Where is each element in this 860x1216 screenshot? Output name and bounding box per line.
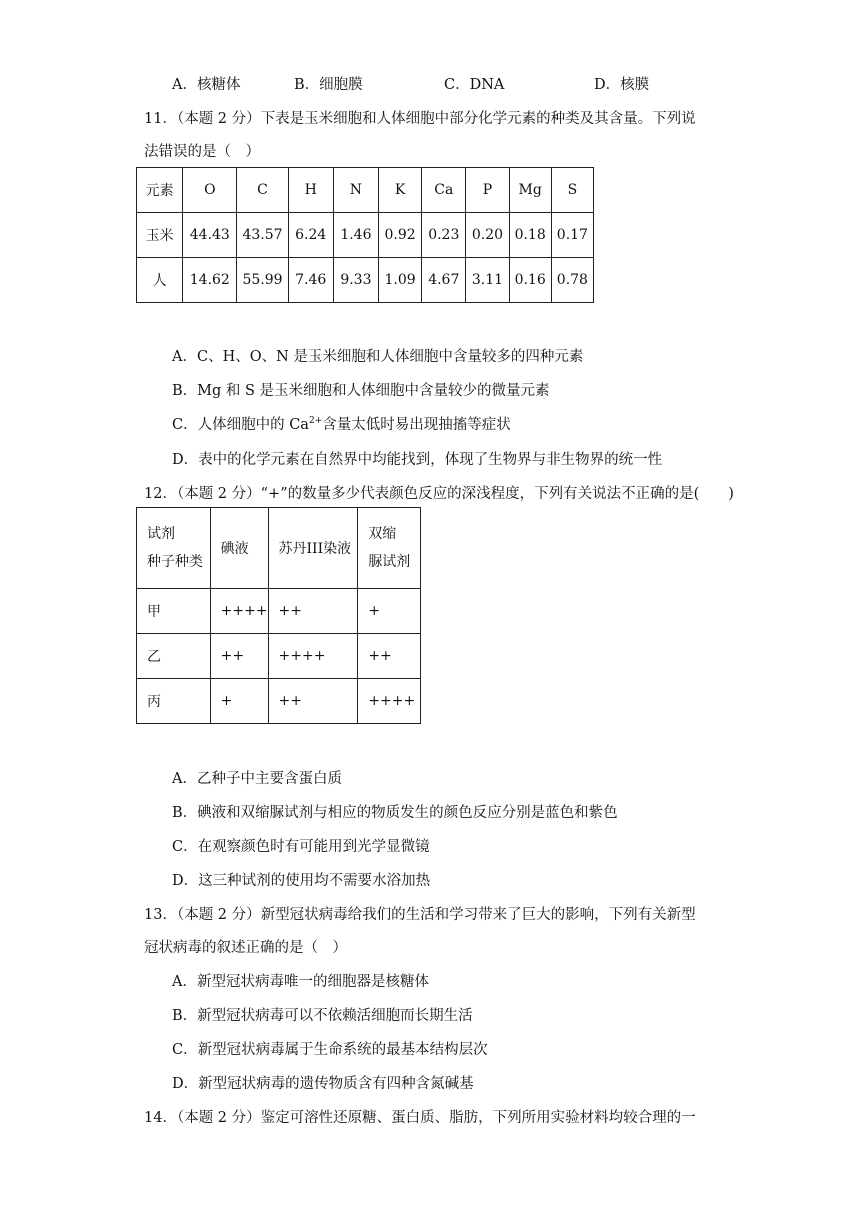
table-row [137, 634, 421, 679]
table-cell: 55.99 [237, 258, 288, 303]
table-cell: 丙 [137, 679, 211, 724]
q10-option-b: B．细胞膜 [294, 77, 363, 93]
table-cell: ++ [358, 634, 421, 679]
table-cell: 元素 [137, 168, 183, 213]
col-label-line2: 脲试剂 [368, 554, 411, 570]
table-header-row [137, 508, 421, 589]
q11-option-c-suffix: 含量太低时易出现抽搐等症状 [322, 417, 511, 433]
table-cell: 碘液 [210, 508, 268, 589]
table-cell: ++++ [358, 679, 421, 724]
q11-option-c-prefix: C．人体细胞中的 Ca [172, 417, 309, 433]
q13-option-c: C．新型冠状病毒属于生命系统的最基本结构层次 [172, 1042, 488, 1058]
table-corner-cell [137, 508, 211, 589]
table-cell: 0.78 [551, 258, 593, 303]
q13-stem-line1: 13．（本题 2 分）新型冠状病毒给我们的生活和学习带来了巨大的影响，下列有关新型 [144, 907, 696, 923]
table-cell: 3.11 [466, 258, 509, 303]
table-row [137, 589, 421, 634]
table-cell: 14.62 [183, 258, 237, 303]
corner-label-reagent: 试剂 [147, 526, 175, 542]
table-cell: ++ [210, 634, 268, 679]
table-cell: K [379, 168, 422, 213]
table-cell: H [288, 168, 333, 213]
table-cell: C [237, 168, 288, 213]
table-cell: N [333, 168, 378, 213]
q11-stem-line1: 11．（本题 2 分）下表是玉米细胞和人体细胞中部分化学元素的种类及其含量。下列说 [144, 111, 696, 127]
q10-option-c: C．DNA [444, 77, 505, 93]
table-cell: Ca [422, 168, 466, 213]
q11-option-c-superscript: 2+ [308, 416, 323, 427]
q11-option-d: D．表中的化学元素在自然界中均能找到，体现了生物界与非生物界的统一性 [172, 452, 663, 468]
table-cell: 玉米 [137, 213, 183, 258]
q10-options [0, 73, 860, 93]
q10-option-a: A．核糖体 [172, 77, 241, 93]
q14-stem-line1: 14．（本题 2 分）鉴定可溶性还原糖、蛋白质、脂肪，下列所用实验材料均较合理的一 [144, 1110, 696, 1126]
q13-option-d: D．新型冠状病毒的遗传物质含有四种含氮碱基 [172, 1076, 474, 1092]
table-cell: P [466, 168, 509, 213]
table-cell: ++++ [268, 634, 358, 679]
table-cell: 44.43 [183, 213, 237, 258]
table-cell: ++ [268, 679, 358, 724]
q10-option-d: D．核膜 [594, 77, 650, 93]
table-cell: 1.46 [333, 213, 378, 258]
table-cell: 7.46 [288, 258, 333, 303]
q13-stem-line2: 冠状病毒的叙述正确的是（ ） [144, 940, 347, 956]
q12-option-a: A．乙种子中主要含蛋白质 [172, 771, 342, 787]
table-cell: + [358, 589, 421, 634]
q12-option-d: D．这三种试剂的使用均不需要水浴加热 [172, 873, 431, 889]
col-label-line1: 双缩 [368, 526, 397, 542]
table-cell: 0.20 [466, 213, 509, 258]
q13-option-b: B．新型冠状病毒可以不依赖活细胞而长期生活 [172, 1008, 473, 1024]
table-row [137, 258, 594, 303]
q13-option-a: A．新型冠状病毒唯一的细胞器是核糖体 [172, 974, 429, 990]
q12-stem: 12．（本题 2 分）“+”的数量多少代表颜色反应的深浅程度，下列有关说法不正确的是( ) [144, 486, 734, 502]
q11-stem-line2: 法错误的是（ ） [144, 144, 260, 160]
corner-label-seed: 种子种类 [147, 554, 203, 570]
table-cell: 0.92 [379, 213, 422, 258]
table-row [137, 213, 594, 258]
table-cell: O [183, 168, 237, 213]
q11-option-a: A．C、H、O、N 是玉米细胞和人体细胞中含量较多的四种元素 [172, 349, 584, 365]
table-cell: 人 [137, 258, 183, 303]
q11-element-table [136, 167, 594, 303]
table-cell: S [551, 168, 593, 213]
q12-option-c: C．在观察颜色时有可能用到光学显微镜 [172, 839, 430, 855]
table-cell: 4.67 [422, 258, 466, 303]
q11-option-b: B．Mg 和 S 是玉米细胞和人体细胞中含量较少的微量元素 [172, 383, 550, 399]
table-cell: 43.57 [237, 213, 288, 258]
table-cell: 6.24 [288, 213, 333, 258]
table-cell: 0.17 [551, 213, 593, 258]
table-cell: Mg [509, 168, 551, 213]
q12-reagent-table [136, 507, 421, 724]
q11-option-c [172, 413, 511, 434]
q12-option-b: B．碘液和双缩脲试剂与相应的物质发生的颜色反应分别是蓝色和紫色 [172, 805, 618, 821]
table-cell: ++++ [210, 589, 268, 634]
table-cell: 甲 [137, 589, 211, 634]
table-cell: 0.16 [509, 258, 551, 303]
table-cell: 0.18 [509, 213, 551, 258]
table-row [137, 679, 421, 724]
table-header-row [137, 168, 594, 213]
table-cell: 0.23 [422, 213, 466, 258]
table-cell: 9.33 [333, 258, 378, 303]
table-cell: 乙 [137, 634, 211, 679]
table-cell: ++ [268, 589, 358, 634]
table-cell: 苏丹III染液 [268, 508, 358, 589]
table-cell [358, 508, 421, 589]
table-cell: 1.09 [379, 258, 422, 303]
table-cell: + [210, 679, 268, 724]
